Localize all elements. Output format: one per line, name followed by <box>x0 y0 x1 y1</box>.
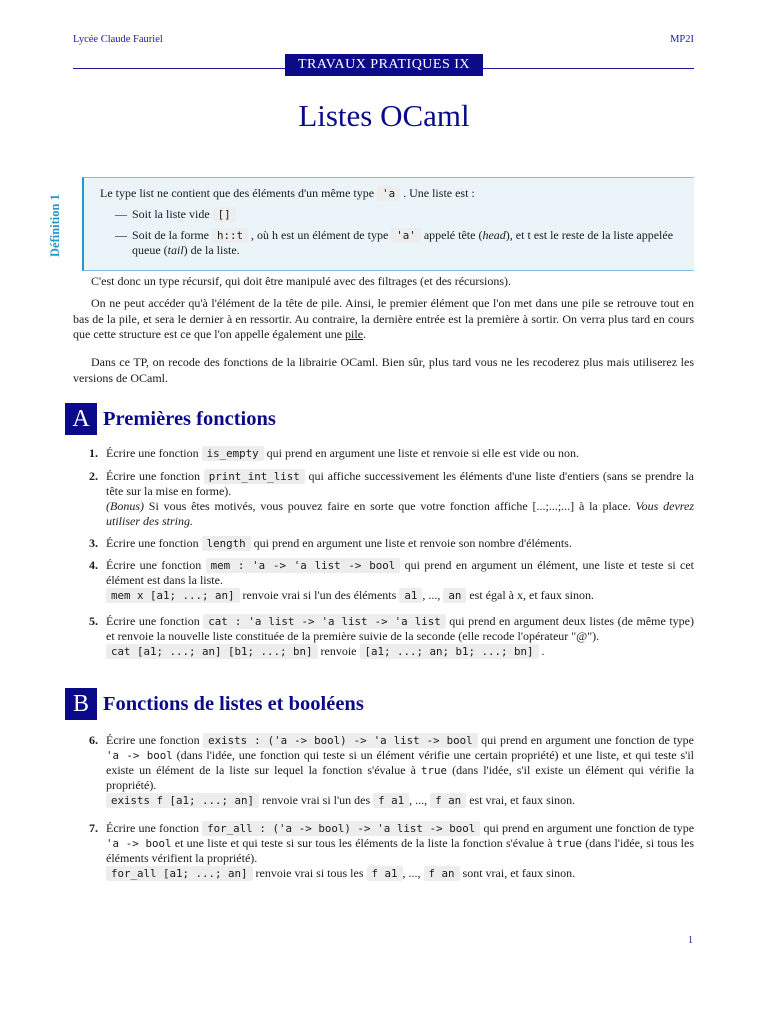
empty-list-code: [] <box>213 207 236 222</box>
section-letter: A <box>65 403 97 435</box>
paragraph-intro-tp: Dans ce TP, on recode des fonctions de la librairie OCaml. Bien sûr, plus tard vous ne les recoderez plus mais utiliserez les versions de OCaml. <box>73 355 694 385</box>
exercise-text: . <box>541 644 545 658</box>
exercise-text: renvoie vrai si tous les <box>255 866 364 880</box>
exercise-text: est vrai, et faux sinon. <box>469 793 576 807</box>
section-b-heading <box>65 688 364 720</box>
exercise-text: sont vrai, et faux sinon. <box>462 866 576 880</box>
exercise-text: Écrire une fonction <box>106 614 200 628</box>
paragraph-recursive: C'est donc un type récursif, qui doit être manipulé avec des filtrages (et des récursions). <box>91 274 512 288</box>
exercise-text: (dans l'idée, s'il existe un élément qui vérifie la propriété). <box>106 763 695 792</box>
bool-code: true <box>421 764 448 777</box>
function-code: print_int_list <box>204 469 305 484</box>
exercise-text: qui prend en argument une fonction de type <box>481 733 694 747</box>
tail-term: tail <box>167 243 184 257</box>
function-code: is_empty <box>202 446 264 461</box>
definition-intro <box>100 186 690 201</box>
exercise-text: renvoie vrai si l'un des <box>262 793 371 807</box>
page-number: 1 <box>688 935 693 946</box>
exercise-7 <box>73 821 694 881</box>
definition-item-cons: — Soit de la forme h::t , où h est un élément de type 'a' appelé tête (head), et t est le reste de la liste appelée queue (tail) de la liste. <box>115 228 674 257</box>
definition-text: appelé tête ( <box>423 228 483 242</box>
exercise-text: qui prend en argument une liste et renvoie son nombre d'éléments. <box>253 536 572 550</box>
example-code: f an <box>424 866 460 881</box>
exercise-6 <box>73 733 694 808</box>
exercise-text: qui prend en argument une liste et renvoie si elle est vide ou non. <box>266 446 580 460</box>
tp-badge: TRAVAUX PRATIQUES IX <box>285 54 483 76</box>
exercise-text: Écrire une fonction <box>106 536 199 550</box>
bonus-label: (Bonus) <box>106 499 144 513</box>
function-code: for_all : ('a -> bool) -> 'a list -> bool <box>202 821 480 836</box>
exercise-number: 3. <box>89 536 98 550</box>
exercise-text: qui affiche successivement les éléments d'une liste d'entiers (sans se prendre la tête sur la mise en forme). <box>106 469 695 498</box>
head-term: head <box>482 228 506 242</box>
exercise-text: Écrire une fonction <box>106 446 199 460</box>
exercise-number: 7. <box>89 821 98 835</box>
exercise-text: Si vous êtes motivés, vous pouvez faire en sorte que votre fonction affiche [...;...;...] à la place. <box>148 499 631 513</box>
cons-code: h::t <box>212 228 248 243</box>
function-code: cat : 'a list -> 'a list -> 'a list <box>203 614 445 629</box>
example-code: f a1 <box>373 793 409 808</box>
exercise-4 <box>73 558 694 603</box>
exercise-text: Écrire une fonction <box>106 558 202 572</box>
exercise-text: Écrire une fonction <box>106 469 201 483</box>
exercise-1 <box>73 446 694 461</box>
paragraph-stack: On ne peut accéder qu'à l'élément de la tête de pile. Ainsi, le premier élément que l'on met dans une pile se retrouve tout en bas de la pile, et sera le dernier à en ressortir. Au contraire, la dernière entrée est la première à sortir. On verra plus tard en cours que cette structure est ce que l'on appelle également une pile. <box>73 296 694 341</box>
exercise-text: renvoie vrai si l'un des éléments <box>242 588 397 602</box>
exercise-text: renvoie <box>320 644 357 658</box>
exercise-text: qui prend en argument deux listes (de même type) et renvoie la nouvelle liste constituée de la première suivie de la seconde (elle recode l'opérateur "@"). <box>106 614 694 643</box>
pile-term: pile <box>345 327 364 341</box>
bool-code: true <box>555 837 582 850</box>
type-code: 'a -> bool <box>106 749 173 762</box>
type-code: 'a' <box>391 228 421 243</box>
definition-item-empty: — Soit la liste vide [] <box>100 207 690 222</box>
example-code: a1 <box>399 588 422 603</box>
exercise-number: 2. <box>89 469 98 483</box>
definition-content <box>100 186 690 258</box>
exercise-text: Écrire une fonction <box>106 821 199 835</box>
exercise-text: qui prend en argument un élément, une liste et teste si cet élément est dans la liste. <box>106 558 695 587</box>
definition-text: ), et t est le reste de la liste appelée queue ( <box>132 228 674 257</box>
example-code: f an <box>430 793 466 808</box>
exercise-text: Écrire une fonction <box>106 733 200 747</box>
section-title: Fonctions de listes et booléens <box>103 692 364 715</box>
header-school: Lycée Claude Fauriel <box>73 34 163 45</box>
section-letter: B <box>65 688 97 720</box>
exercise-text: qui prend en argument une fonction de type <box>483 821 695 835</box>
example-code: [a1; ...; an; b1; ...; bn] <box>360 644 539 659</box>
exercise-text: , ..., <box>422 588 441 602</box>
exercise-number: 4. <box>89 558 98 572</box>
definition-text: Le type list ne contient que des éléments d'un même type <box>100 186 375 200</box>
function-code: length <box>202 536 251 551</box>
example-code: mem x [a1; ...; an] <box>106 588 240 603</box>
exercise-2 <box>73 469 694 529</box>
exercise-text: , ..., <box>409 793 428 807</box>
exercise-number: 1. <box>89 446 98 460</box>
exercise-text: , ..., <box>402 866 421 880</box>
section-title: Premières fonctions <box>103 407 276 430</box>
exercise-hint: Vous devrez utiliser des string. <box>106 499 694 528</box>
definition-label: Définition 1 <box>48 194 62 257</box>
section-a-heading <box>65 403 276 435</box>
example-code: f a1 <box>367 866 403 881</box>
definition-text: Soit la liste vide <box>132 207 210 221</box>
exercise-number: 6. <box>89 733 98 747</box>
example-code: an <box>443 588 466 603</box>
example-code: exists f [a1; ...; an] <box>106 793 259 808</box>
exercise-text: (dans l'idée, si tous les éléments vérifient la propriété). <box>106 836 695 865</box>
example-code: for_all [a1; ...; an] <box>106 866 253 881</box>
exercise-text: est égal à x, et faux sinon. <box>469 588 594 602</box>
exercise-text: et une liste et qui teste si sur tous les éléments de la liste la fonction s'évalue à <box>174 836 553 850</box>
definition-text: , où h est un élément de type <box>251 228 389 242</box>
example-code: cat [a1; ...; an] [b1; ...; bn] <box>106 644 318 659</box>
paragraph-text: On ne peut accéder qu'à l'élément de la tête de pile. Ainsi, le premier élément que l'on met dans une pile se retrouve tout en bas de la pile, et sera le dernier à en ressortir. Au contraire, la dernière entrée est la première à sortir. On verra plus tard en cours que cette structure est ce que l'on appelle également une <box>73 296 694 341</box>
exercise-text: (dans l'idée, une fonction qui teste si un élément vérifie une certain propriété) et une liste, et qui teste s'il existe un élément de la liste sur lequel la fonction s'évalue à <box>106 748 694 777</box>
definition-text: . Une liste est : <box>403 186 475 200</box>
header-class: MP2I <box>670 34 694 45</box>
function-code: mem : 'a -> 'a list -> bool <box>206 558 401 573</box>
exercise-3 <box>73 536 694 551</box>
definition-text: ) de la liste. <box>183 243 240 257</box>
exercise-5 <box>73 614 694 659</box>
function-code: exists : ('a -> bool) -> 'a list -> bool <box>203 733 478 748</box>
page-title: Listes OCaml <box>298 98 470 133</box>
exercise-number: 5. <box>89 614 98 628</box>
type-code: 'a -> bool <box>106 837 172 850</box>
definition-text: Soit de la forme <box>132 228 209 242</box>
type-code: 'a <box>377 186 400 201</box>
